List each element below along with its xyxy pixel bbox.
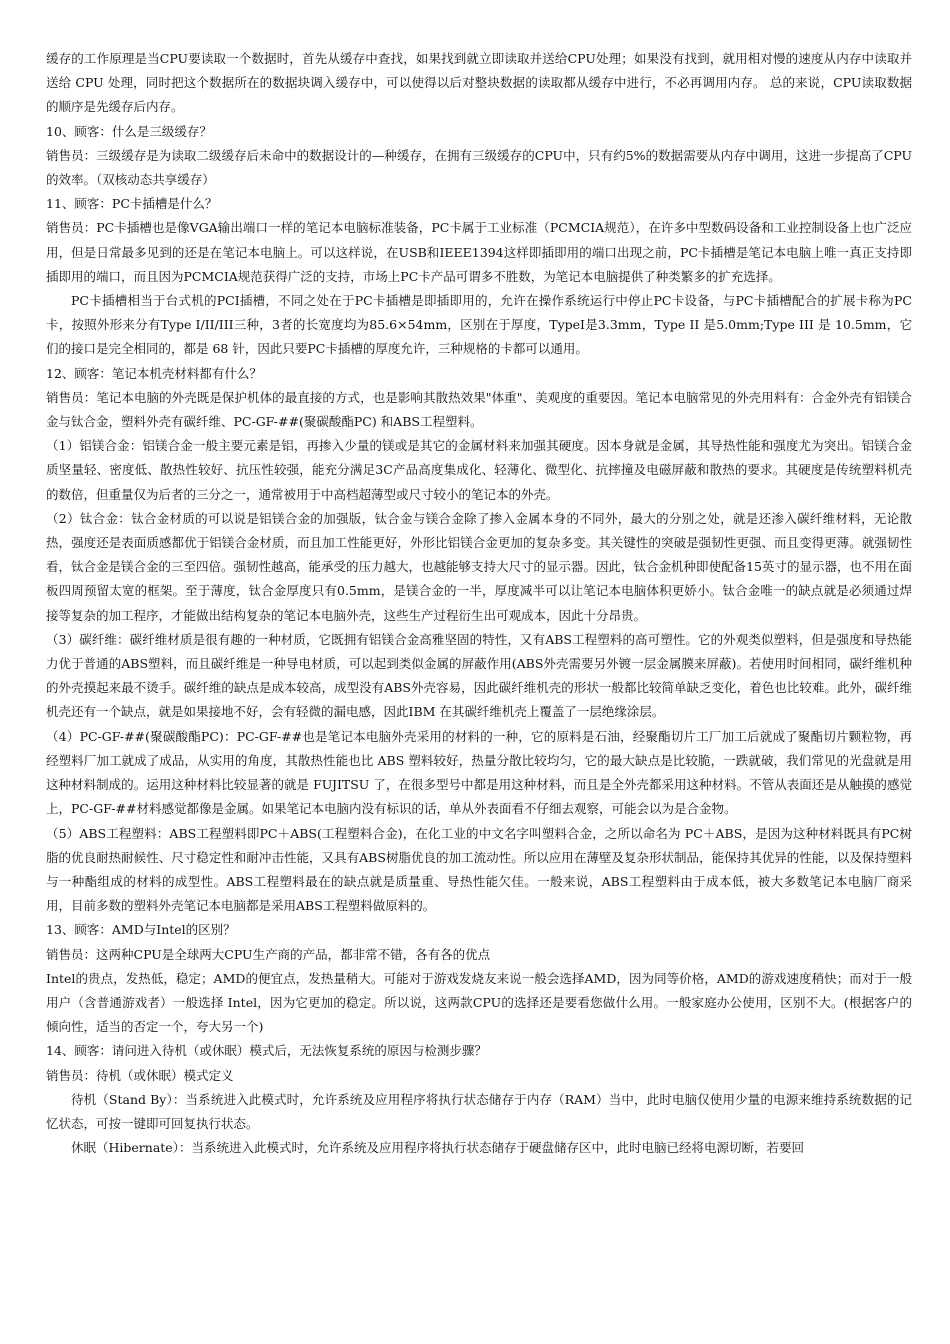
paragraph: 销售员：PC卡插槽也是像VGA输出端口一样的笔记本电脑标准装备，PC卡属于工业标准（PCMCIA规范），在许多中型数码设备和工业控制设备上也广泛应用，但是日常最多见到的还是在笔记本电脑上。可以这样说，在USB和IEEE1394这样即插即用的端口出现之前，PC卡插槽是笔记本电脑上唯一真正支持即插即用的端口，而且因为PCMCIA规范获得广泛的支持，市场上PC卡产品可谓多不胜数，为笔记本电脑提供了种类繁多的扩充选择。 [46,220,912,284]
paragraph: 销售员：这两种CPU是全球两大CPU生产商的产品，都非常不错，各有各的优点 [46,946,491,962]
paragraph: 销售员：笔记本电脑的外壳既是保护机体的最直接的方式，也是影响其散热效果"体重"、美观度的重要因。笔记本电脑常见的外壳用料有：合金外壳有铝镁合金与钛合金，塑料外壳有碳纤维、PC-GF-##(聚碳酸酯PC) 和ABS工程塑料。 [46,389,912,430]
paragraph: （3）碳纤维：碳纤维材质是很有趣的一种材质，它既拥有铝镁合金高雅坚固的特性，又有ABS工程塑料的高可塑性。它的外观类似塑料，但是强度和导热能力优于普通的ABS塑料，而且碳纤维是一种导电材质，可以起到类似金属的屏蔽作用(ABS外壳需要另外镀一层金属膜来屏蔽)。若使用时间相同，碳纤维机种的外壳摸起来最不烫手。碳纤维的缺点是成本较高，成型没有ABS外壳容易，因此碳纤维机壳的形状一般都比较简单缺乏变化，着色也比较难。此外，碳纤维机壳还有一个缺点，就是如果接地不好，会有轻微的漏电感，因此IBM 在其碳纤维机壳上覆盖了一层绝缘涂层。 [46,631,912,720]
question-heading: 11、顾客：PC卡插槽是什么？ [46,196,218,212]
paragraph: （4）PC-GF-##(聚碳酸酯PC)：PC-GF-##也是笔记本电脑外壳采用的材料的一种，它的原料是石油，经聚酯切片工厂加工后就成了聚酯切片颗粒物，再经塑料厂加工就成了成品，从实用的角度，其散热性能也比 ABS 塑料较好，热量分散比较均匀，它的最大缺点是比较脆，一跌就破，我们常见的光盘就是用这种材料制成的。运用这种材料比较显著的就是 FUJITSU 了，在很多型号中都是用这种材料，而且是全外壳都采用这种材料。不管从表面还是从触摸的感觉上，PC-GF-##材料感觉都像是金属。如果笔记本电脑内没有标识的话，单从外表面看不仔细去观察，可能会以为是合金物。 [46,728,912,817]
paragraph: 缓存的工作原理是当CPU要读取一个数据时，首先从缓存中查找，如果找到就立即读取并送给CPU处理；如果没有找到，就用相对慢的速度从内存中读取并送给 CPU 处理，同时把这个数据所在的数据块调入缓存中，可以使得以后对整块数据的读取都从缓存中进行，不必再调用内存。 总的来说，CPU读取数据的顺序是先缓存后内存。 [46,51,912,115]
paragraph: 休眠（Hibernate）：当系统进入此模式时，允许系统及应用程序将执行状态储存于硬盘储存区中，此时电脑已经将电源切断，若要回 [71,1140,804,1156]
question-heading: 12、顾客：笔记本机壳材料都有什么？ [46,365,262,381]
paragraph: 销售员：待机（或休眠）模式定义 [46,1067,234,1083]
paragraph: （5）ABS工程塑料：ABS工程塑料即PC＋ABS(工程塑料合金)，在化工业的中文名字叫塑料合金，之所以命名为 PC＋ABS，是因为这种材料既具有PC树脂的优良耐热耐候性、尺寸稳定性和耐冲击性能，又具有ABS树脂优良的加工流动性。所以应用在薄壁及复杂形状制品，能保持其优异的性能，以及保持塑料与一种酯组成的材料的成型性。ABS工程塑料最在的缺点就是质量重、导热性能欠佳。一般来说，ABS工程塑料由于成本低，被大多数笔记本电脑厂商采用，目前多数的塑料外壳笔记本电脑都是采用ABS工程塑料做原料的。 [46,825,912,914]
paragraph: （1）铝镁合金：铝镁合金一般主要元素是铝，再掺入少量的镁或是其它的金属材料来加强其硬度。因本身就是金属，其导热性能和强度尤为突出。铝镁合金质坚量轻、密度低、散热性较好、抗压性较强，能充分满足3C产品高度集成化、轻薄化、微型化、抗摔撞及电磁屏蔽和散热的要求。其硬度是传统塑料机壳的数倍，但重量仅为后者的三分之一，通常被用于中高档超薄型或尺寸较小的笔记本的外壳。 [46,438,912,502]
paragraph: 销售员：三级缓存是为读取二级缓存后未命中的数据设计的—种缓存，在拥有三级缓存的CPU中，只有约5%的数据需要从内存中调用，这进一步提高了CPU的效率。（双核动态共享缓存） [46,147,912,188]
question-heading: 14、顾客：请问进入待机（或休眠）模式后，无法恢复系统的原因与检测步骤？ [46,1043,487,1059]
question-heading: 10、顾客：什么是三级缓存？ [46,123,212,139]
paragraph: 待机（Stand By）：当系统进入此模式时，允许系统及应用程序将执行状态储存于内存（RAM）当中，此时电脑仅使用少量的电源来维持系统数据的记忆状态，可按一键即可回复执行状态。 [46,1091,912,1131]
question-heading: 13、顾客：AMD与Intel的区别？ [46,922,236,938]
paragraph: Intel的贵点，发热低，稳定；AMD的便宜点，发热量稍大。可能对于游戏发烧友来说一般会选择AMD，因为同等价格，AMD的游戏速度稍快；而对于一般用户（含普通游戏者）一般选择 Intel，因为它更加的稳定。所以说，这两款CPU的选择还是要看您做什么用。一般家庭办公使用，区别不大。(根据客户的倾向性，适当的否定一个，夸大另一个) [46,970,912,1035]
paragraph: PC卡插槽相当于台式机的PCI插槽，不同之处在于PC卡插槽是即插即用的，允许在操作系统运行中停止PC卡设备，与PC卡插槽配合的扩展卡称为PC卡，按照外形来分有Type I/II/III三种，3者的长宽度均为85.6×54mm，区别在于厚度，TypeI是3.3mm，Type II 是5.0mm;Type III 是 10.5mm，它们的接口是完全相同的，都是 68 针，因此只要PC卡插槽的厚度允许，三种规格的卡都可以通用。 [46,293,912,357]
paragraph: （2）钛合金：钛合金材质的可以说是铝镁合金的加强版，钛合金与镁合金除了掺入金属本身的不同外，最大的分别之处，就是还渗入碳纤维材料，无论散热，强度还是表面质感都优于铝镁合金材质，而且加工性能更好，外形比铝镁合金更加的复杂多变。其关键性的突破是强韧性更强、而且变得更薄。就强韧性看，钛合金是镁合金的三至四倍。强韧性越高，能承受的压力越大，也越能够支持大尺寸的显示器。因此，钛合金机种即使配备15英寸的显示器，也不用在面板四周预留太宽的框架。至于薄度，钛合金厚度只有0.5mm，是镁合金的一半，厚度减半可以让笔记本电脑体积更娇小。钛合金唯一的缺点就是必须通过焊接等复杂的加工程序，才能做出结构复杂的笔记本电脑外壳，这些生产过程衍生出可观成本，因此十分昂贵。 [46,510,912,623]
